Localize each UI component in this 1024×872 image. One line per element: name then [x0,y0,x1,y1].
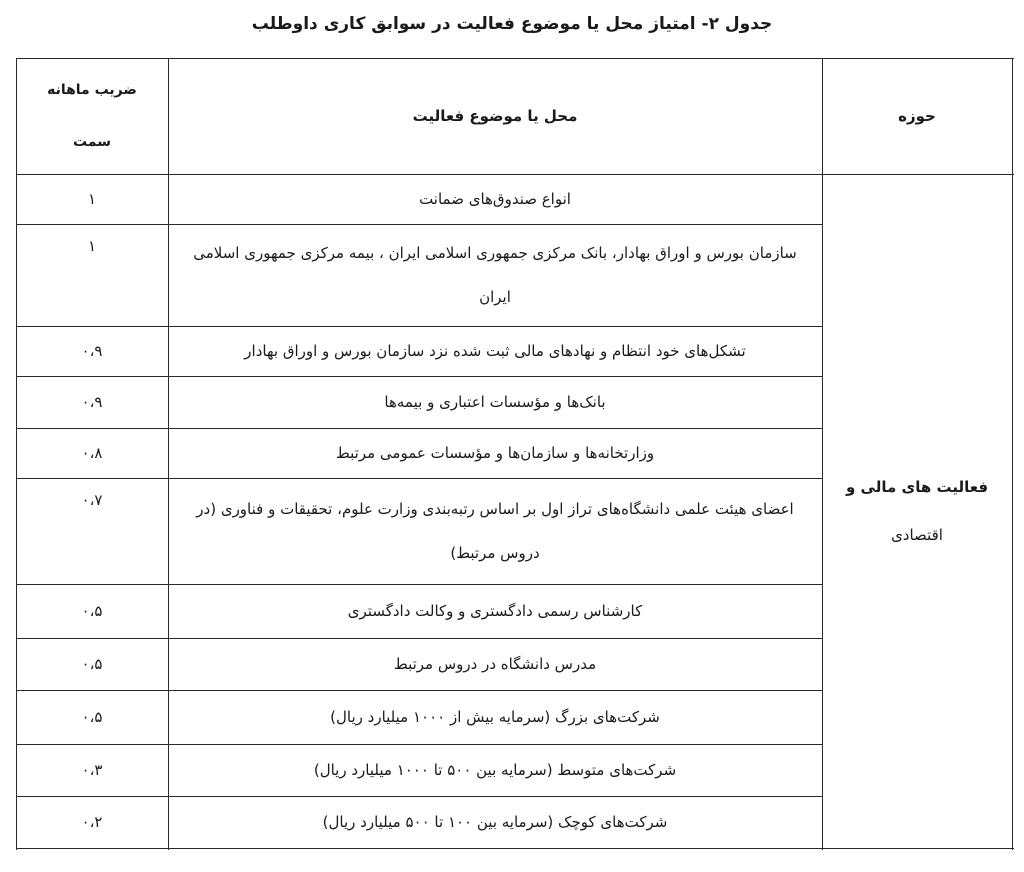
table-row-coefficient: ۰،۵ [81,655,103,673]
table-row-coefficient: ۰،۷ [81,491,103,509]
table-row-activity: شرکت‌های بزرگ (سرمایه بیش از ۱۰۰۰ میلیارد ریال) [330,708,660,726]
coefficient-header [16,58,168,174]
table-row-activity: انواع صندوق‌های ضمانت [419,190,571,208]
table-row-coefficient: ۰،۳ [81,761,103,779]
table-row-coefficient: ۰،۹ [81,393,103,411]
field-header: حوزه [898,107,936,125]
table-row-activity: کارشناس رسمی دادگستری و وکالت دادگستری [347,602,643,620]
table-row-activity: شرکت‌های متوسط (سرمایه بین ۵۰۰ تا ۱۰۰۰ میلیارد ریال) [313,761,677,779]
table-right-border [1012,58,1013,850]
table-row-activity: سازمان بورس و اوراق بهادار، بانک مرکزی جمهوری اسلامی ایران ، بیمه مرکزی جمهوری اسلامی ایران [193,244,797,306]
table-row-activity: اعضای هیئت علمی دانشگاه‌های تراز اول بر اساس رتبه‌بندی وزارت علوم، تحقیقات و فناوری (در دروس مرتبط) [196,500,794,562]
table-row-coefficient: ۱ [87,190,97,208]
table-bottom-border [16,848,1014,849]
table-row-coefficient: ۰،۸ [81,444,103,462]
activity-header: محل یا موضوع فعالیت [412,107,578,125]
table-row-coefficient: ۰،۵ [81,708,103,726]
activity-score-table [16,58,1014,850]
table-row-coefficient: ۰،۹ [81,342,103,360]
table-row-activity: تشکل‌های خود انتظام و نهادهای مالی ثبت شده نزد سازمان بورس و اوراق بهادار [244,342,746,360]
table-row-coefficient: ۰،۲ [81,813,103,831]
field-line2: اقتصادی [891,526,943,544]
table-row-coefficient: ۱ [87,237,97,255]
field-line1: فعالیت های مالی و [845,478,989,496]
field-cell [822,174,1012,848]
table-row-activity: شرکت‌های کوچک (سرمایه بین ۱۰۰ تا ۵۰۰ میلیارد ریال) [322,813,668,831]
coefficient-header-line1: ضریب ماهانه [47,82,137,98]
table-row-activity: بانک‌ها و مؤسسات اعتباری و بیمه‌ها [384,393,606,411]
table-title: جدول ۲- امتیاز محل یا موضوع فعالیت در سوابق کاری داوطلب [251,14,773,34]
table-row-activity: مدرس دانشگاه در دروس مرتبط [393,655,597,673]
table-row-coefficient: ۰،۵ [81,602,103,620]
coefficient-header-line2: سمت [73,134,111,150]
table-row-activity: وزارتخانه‌ها و سازمان‌ها و مؤسسات عمومی مرتبط [335,444,655,462]
